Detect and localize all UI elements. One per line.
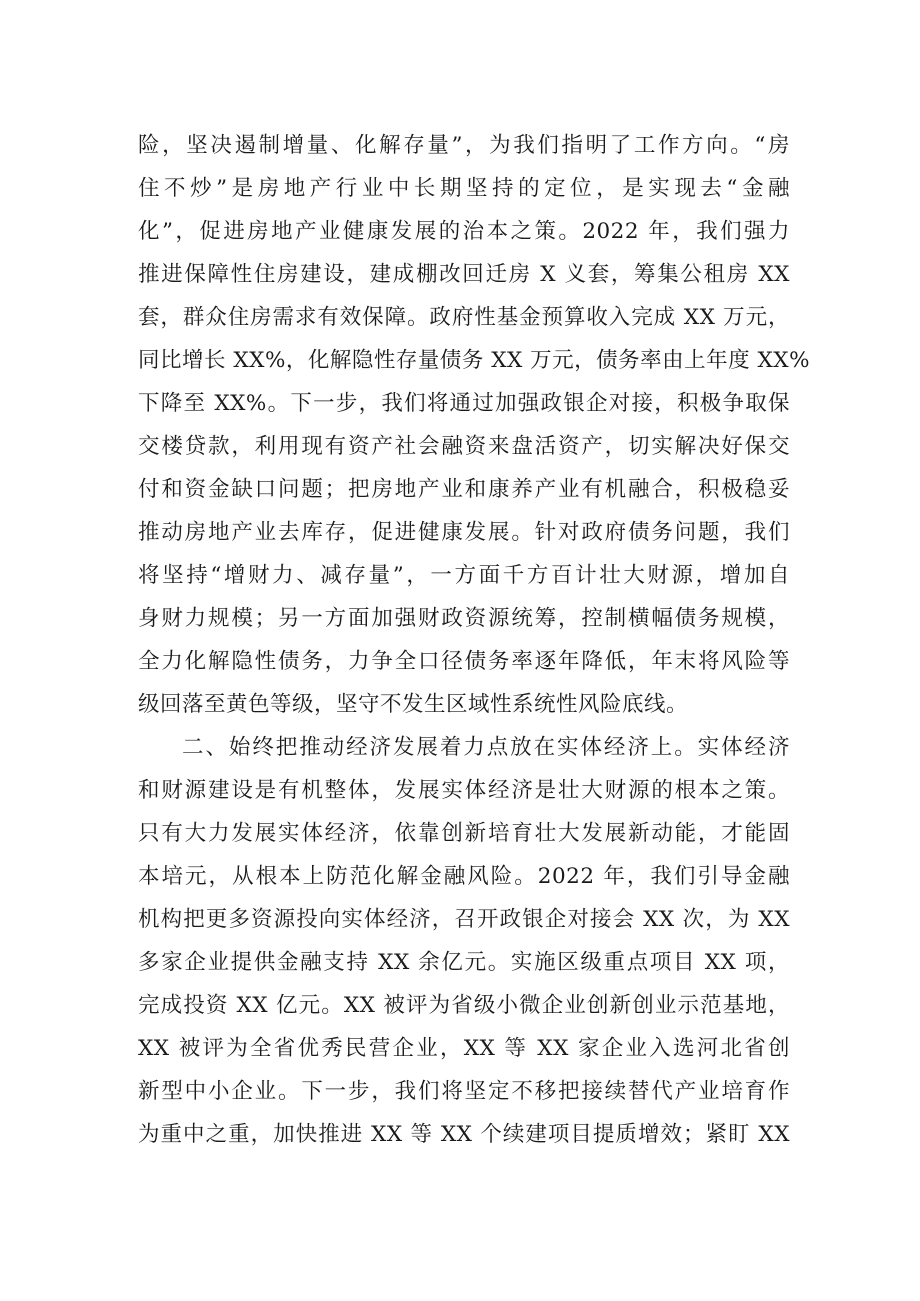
text-line: 只有大力发展实体经济，依靠创新培育壮大发展新动能，才能固 [138,821,790,846]
text-line: XX 被评为全省优秀民营企业，XX 等 XX 家企业入选河北省创 [138,1036,790,1061]
text-line: 多家企业提供金融支持 XX 余亿元。实施区级重点项目 XX 项， [138,950,790,975]
text-line: 套，群众住房需求有效保障。政府性基金预算收入完成 XX 万元， [138,305,790,330]
text-line: 将坚持“增财力、减存量”，一方面千方百计壮大财源，增加自 [138,563,790,588]
paragraph-real-economy [138,726,790,1156]
text-line: 同比增长 XX%，化解隐性存量债务 XX 万元，债务率由上年度 XX% [138,348,811,373]
text-line: 推进保障性住房建设，建成棚改回迁房 X 义套，筹集公租房 XX [138,262,790,287]
text-line: 下降至 XX%。下一步，我们将通过加强政银企对接，积极争取保 [138,391,790,416]
text-line: 全力化解隐性债务，力争全口径债务率逐年降低，年末将风险等 [138,649,790,674]
text-line: 为重中之重，加快推进 XX 等 XX 个续建项目提质增效；紧盯 XX [138,1122,790,1147]
text-line: 身财力规模；另一方面加强财政资源统筹，控制横幅债务规模， [138,606,790,631]
text-line: 化”，促进房地产业健康发展的治本之策。2022 年，我们强力 [138,219,790,244]
text-line: 本培元，从根本上防范化解金融风险。2022 年，我们引导金融 [138,864,790,889]
text-line: 交楼贷款，利用现有资产社会融资来盘活资产，切实解决好保交 [138,434,790,459]
paragraph-housing-and-debt [138,124,811,726]
text-line: 住不炒”是房地产行业中长期坚持的定位，是实现去“金融 [138,176,790,201]
document-body [138,124,811,1156]
text-line: 险，坚决遏制增量、化解存量”，为我们指明了工作方向。“房 [138,133,790,158]
section-heading-line: 二、始终把推动经济发展着力点放在实体经济上。实体经济 [182,735,790,760]
text-line: 付和资金缺口问题；把房地产业和康养产业有机融合，积极稳妥 [138,477,790,502]
text-line: 和财源建设是有机整体，发展实体经济是壮大财源的根本之策。 [138,778,790,803]
text-line: 级回落至黄色等级，坚守不发生区域性系统性风险底线。 [138,692,689,717]
text-line: 新型中小企业。下一步，我们将坚定不移把接续替代产业培育作 [138,1079,790,1104]
text-line: 完成投资 XX 亿元。XX 被评为省级小微企业创新创业示范基地， [138,993,790,1018]
text-line: 推动房地产业去库存，促进健康发展。针对政府债务问题，我们 [138,520,790,545]
text-line: 机构把更多资源投向实体经济，召开政银企对接会 XX 次，为 XX [138,907,790,932]
